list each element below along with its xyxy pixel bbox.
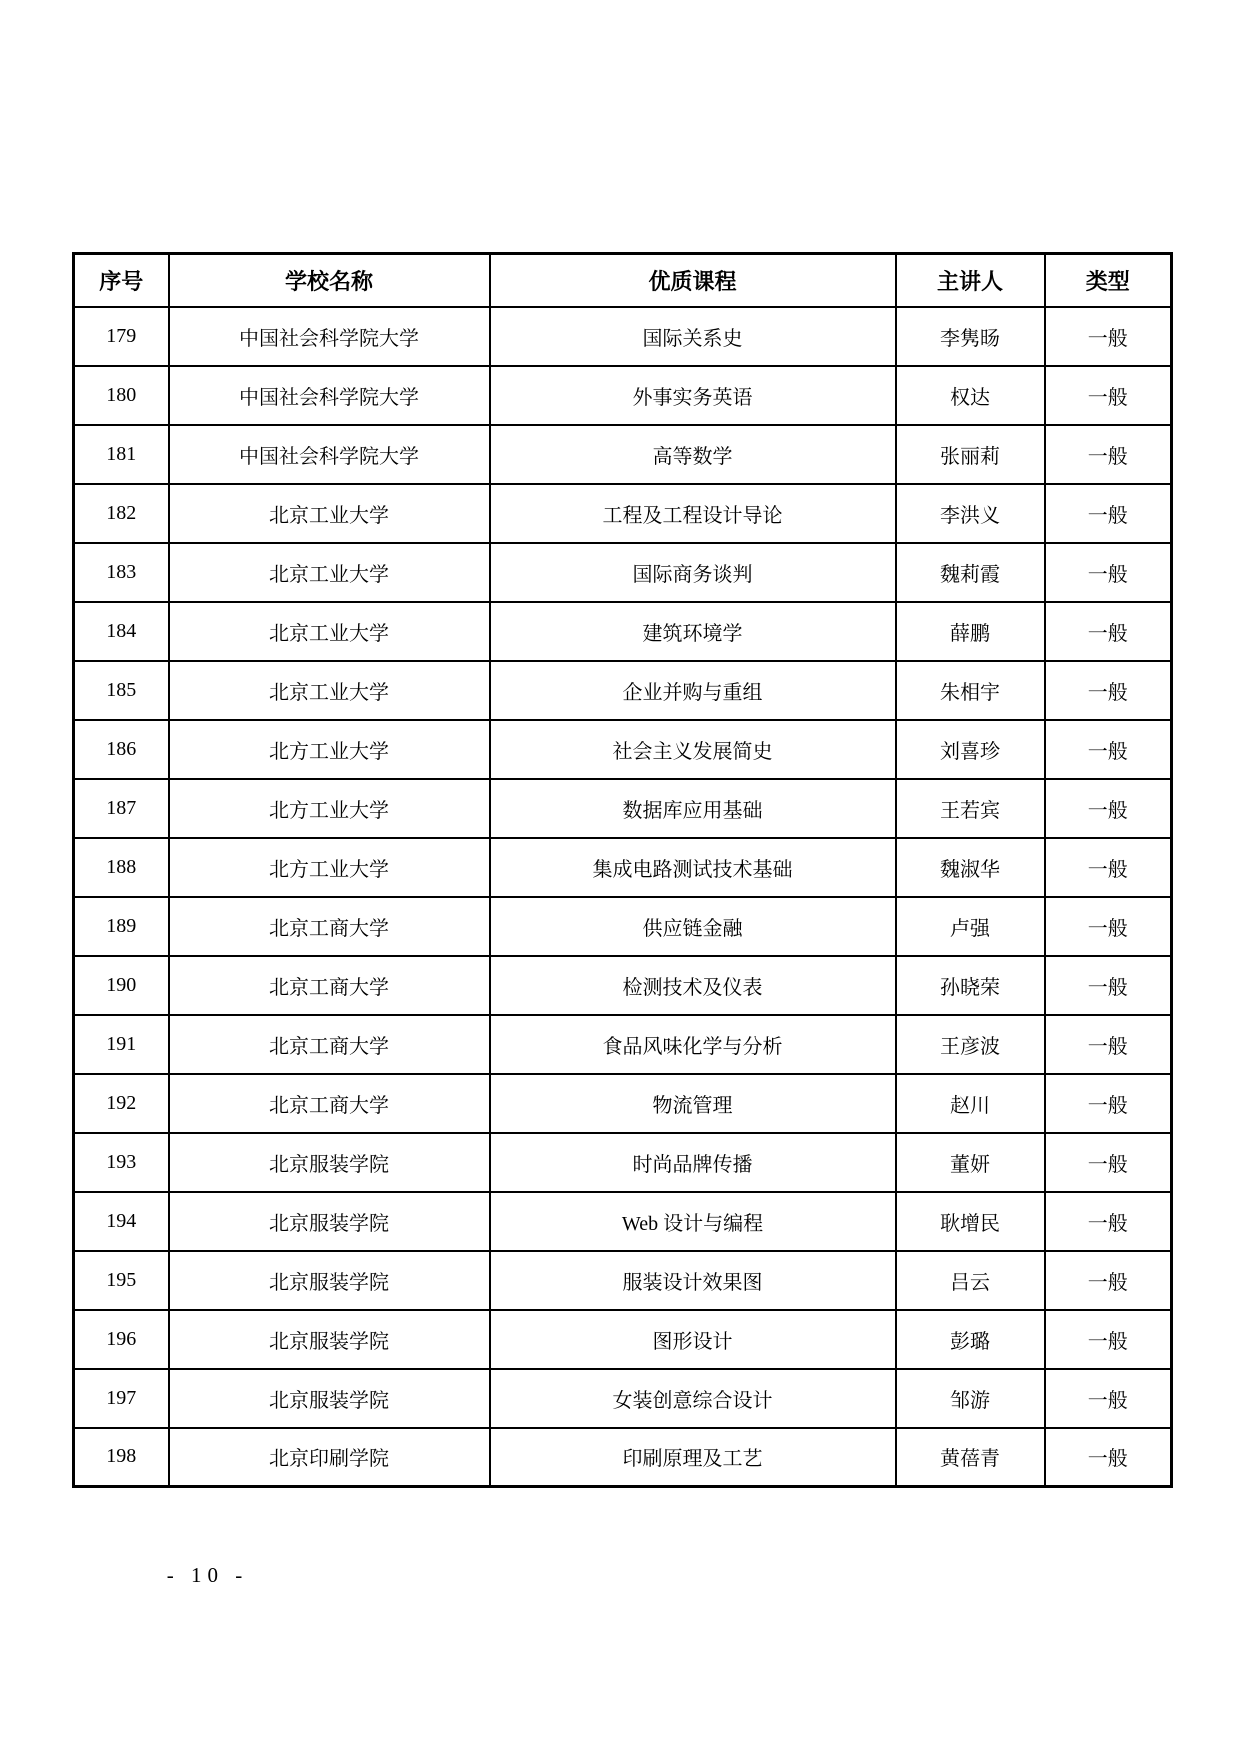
cell-serial-number: 195 <box>74 1251 169 1310</box>
cell-serial-number: 179 <box>74 307 169 366</box>
cell-serial-number: 196 <box>74 1310 169 1369</box>
table-row <box>74 366 1172 425</box>
cell-school-name: 北京工业大学 <box>169 484 490 543</box>
cell-serial-number: 190 <box>74 956 169 1015</box>
cell-type: 一般 <box>1045 366 1172 425</box>
cell-quality-course: 食品风味化学与分析 <box>490 1015 896 1074</box>
cell-quality-course: 外事实务英语 <box>490 366 896 425</box>
page-number: - 10 - <box>166 1563 249 1587</box>
cell-school-name: 北京服装学院 <box>169 1251 490 1310</box>
cell-type: 一般 <box>1045 543 1172 602</box>
cell-school-name: 北京工商大学 <box>169 1074 490 1133</box>
cell-school-name: 北京工业大学 <box>169 543 490 602</box>
cell-school-name: 中国社会科学院大学 <box>169 307 490 366</box>
cell-type: 一般 <box>1045 484 1172 543</box>
cell-serial-number: 191 <box>74 1015 169 1074</box>
header-type: 类型 <box>1045 254 1172 307</box>
cell-lecturer: 邹游 <box>896 1369 1045 1428</box>
cell-serial-number: 187 <box>74 779 169 838</box>
cell-quality-course: 建筑环境学 <box>490 602 896 661</box>
cell-school-name: 北京工业大学 <box>169 661 490 720</box>
cell-lecturer: 李洪义 <box>896 484 1045 543</box>
cell-type: 一般 <box>1045 838 1172 897</box>
cell-type: 一般 <box>1045 956 1172 1015</box>
cell-lecturer: 魏淑华 <box>896 838 1045 897</box>
table-row <box>74 484 1172 543</box>
header-school-name: 学校名称 <box>169 254 490 307</box>
cell-lecturer: 朱相宇 <box>896 661 1045 720</box>
cell-lecturer: 黄蓓青 <box>896 1428 1045 1487</box>
cell-lecturer: 卢强 <box>896 897 1045 956</box>
cell-serial-number: 185 <box>74 661 169 720</box>
table-row <box>74 897 1172 956</box>
cell-type: 一般 <box>1045 779 1172 838</box>
cell-type: 一般 <box>1045 1369 1172 1428</box>
cell-serial-number: 198 <box>74 1428 169 1487</box>
cell-lecturer: 董妍 <box>896 1133 1045 1192</box>
cell-serial-number: 181 <box>74 425 169 484</box>
cell-quality-course: 国际关系史 <box>490 307 896 366</box>
cell-type: 一般 <box>1045 1192 1172 1251</box>
course-table <box>72 252 1173 1488</box>
table-row <box>74 661 1172 720</box>
cell-serial-number: 186 <box>74 720 169 779</box>
table-header-row <box>74 254 1172 307</box>
table-row <box>74 543 1172 602</box>
cell-quality-course: 供应链金融 <box>490 897 896 956</box>
cell-type: 一般 <box>1045 661 1172 720</box>
table-row <box>74 956 1172 1015</box>
cell-quality-course: 物流管理 <box>490 1074 896 1133</box>
cell-lecturer: 彭璐 <box>896 1310 1045 1369</box>
cell-school-name: 北京服装学院 <box>169 1369 490 1428</box>
cell-serial-number: 180 <box>74 366 169 425</box>
cell-type: 一般 <box>1045 1428 1172 1487</box>
cell-serial-number: 189 <box>74 897 169 956</box>
cell-type: 一般 <box>1045 1015 1172 1074</box>
cell-school-name: 北京印刷学院 <box>169 1428 490 1487</box>
cell-lecturer: 李隽旸 <box>896 307 1045 366</box>
cell-lecturer: 刘喜珍 <box>896 720 1045 779</box>
cell-quality-course: 工程及工程设计导论 <box>490 484 896 543</box>
table-row <box>74 1133 1172 1192</box>
cell-school-name: 北方工业大学 <box>169 779 490 838</box>
cell-lecturer: 吕云 <box>896 1251 1045 1310</box>
cell-quality-course: 企业并购与重组 <box>490 661 896 720</box>
cell-quality-course: 高等数学 <box>490 425 896 484</box>
cell-quality-course: 图形设计 <box>490 1310 896 1369</box>
cell-school-name: 北京工商大学 <box>169 897 490 956</box>
cell-type: 一般 <box>1045 1251 1172 1310</box>
cell-school-name: 北方工业大学 <box>169 838 490 897</box>
cell-school-name: 北京工业大学 <box>169 602 490 661</box>
cell-serial-number: 183 <box>74 543 169 602</box>
table-row <box>74 720 1172 779</box>
cell-quality-course: 检测技术及仪表 <box>490 956 896 1015</box>
cell-school-name: 北京服装学院 <box>169 1192 490 1251</box>
cell-school-name: 中国社会科学院大学 <box>169 425 490 484</box>
cell-quality-course: Web 设计与编程 <box>490 1192 896 1251</box>
cell-lecturer: 权达 <box>896 366 1045 425</box>
cell-type: 一般 <box>1045 720 1172 779</box>
cell-serial-number: 192 <box>74 1074 169 1133</box>
cell-quality-course: 印刷原理及工艺 <box>490 1428 896 1487</box>
cell-school-name: 北方工业大学 <box>169 720 490 779</box>
cell-type: 一般 <box>1045 1133 1172 1192</box>
cell-lecturer: 耿增民 <box>896 1192 1045 1251</box>
cell-lecturer: 赵川 <box>896 1074 1045 1133</box>
table-row <box>74 307 1172 366</box>
table-row <box>74 1074 1172 1133</box>
cell-quality-course: 女装创意综合设计 <box>490 1369 896 1428</box>
cell-school-name: 北京工商大学 <box>169 1015 490 1074</box>
cell-type: 一般 <box>1045 897 1172 956</box>
table-row <box>74 1369 1172 1428</box>
cell-lecturer: 王彦波 <box>896 1015 1045 1074</box>
cell-school-name: 北京工商大学 <box>169 956 490 1015</box>
cell-lecturer: 张丽莉 <box>896 425 1045 484</box>
header-lecturer: 主讲人 <box>896 254 1045 307</box>
cell-quality-course: 国际商务谈判 <box>490 543 896 602</box>
cell-lecturer: 薛鹏 <box>896 602 1045 661</box>
table-row <box>74 425 1172 484</box>
cell-quality-course: 集成电路测试技术基础 <box>490 838 896 897</box>
table-row <box>74 779 1172 838</box>
table-row <box>74 1015 1172 1074</box>
cell-serial-number: 197 <box>74 1369 169 1428</box>
table-row <box>74 1251 1172 1310</box>
cell-school-name: 北京服装学院 <box>169 1310 490 1369</box>
cell-school-name: 中国社会科学院大学 <box>169 366 490 425</box>
cell-serial-number: 188 <box>74 838 169 897</box>
header-serial-number: 序号 <box>74 254 169 307</box>
header-quality-course: 优质课程 <box>490 254 896 307</box>
cell-quality-course: 数据库应用基础 <box>490 779 896 838</box>
cell-serial-number: 194 <box>74 1192 169 1251</box>
cell-quality-course: 时尚品牌传播 <box>490 1133 896 1192</box>
cell-serial-number: 193 <box>74 1133 169 1192</box>
table-row <box>74 838 1172 897</box>
cell-type: 一般 <box>1045 307 1172 366</box>
cell-quality-course: 社会主义发展简史 <box>490 720 896 779</box>
table-row <box>74 1192 1172 1251</box>
table-row <box>74 1310 1172 1369</box>
cell-lecturer: 魏莉霞 <box>896 543 1045 602</box>
cell-serial-number: 184 <box>74 602 169 661</box>
cell-serial-number: 182 <box>74 484 169 543</box>
cell-school-name: 北京服装学院 <box>169 1133 490 1192</box>
cell-lecturer: 王若宾 <box>896 779 1045 838</box>
cell-type: 一般 <box>1045 602 1172 661</box>
table-row <box>74 1428 1172 1487</box>
table-row <box>74 602 1172 661</box>
cell-type: 一般 <box>1045 1074 1172 1133</box>
cell-quality-course: 服装设计效果图 <box>490 1251 896 1310</box>
cell-lecturer: 孙晓荣 <box>896 956 1045 1015</box>
cell-type: 一般 <box>1045 425 1172 484</box>
cell-type: 一般 <box>1045 1310 1172 1369</box>
